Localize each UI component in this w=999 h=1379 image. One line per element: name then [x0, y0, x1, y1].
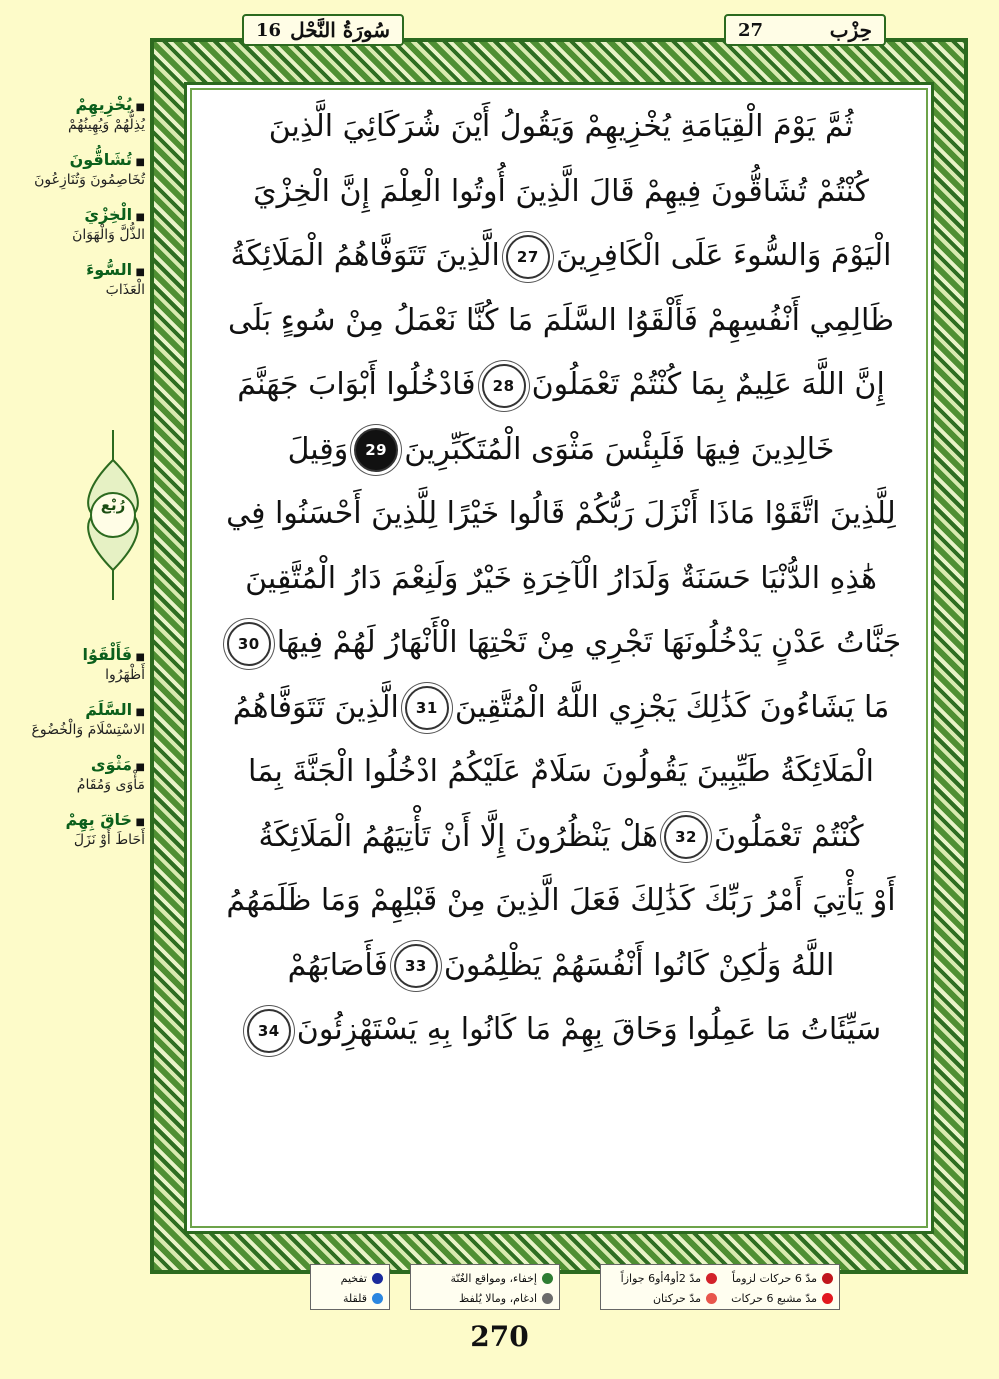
gloss-word: ■ حَاقَ بِهِمْ	[5, 810, 145, 829]
gloss-meaning: الذُّلَّ وَالْهَوَانَ	[72, 227, 145, 243]
verse-text: لِلَّذِينَ اتَّقَوْا مَاذَا أَنْزَلَ رَبُّكُمْ قَالُوا خَيْرًا لِلَّذِينَ أَحْسَنُوا فِي	[226, 496, 896, 531]
verse-line	[196, 676, 926, 741]
verse-text: هَلْ يَنْظُرُونَ إِلَّا أَنْ تَأْتِيَهُمُ الْمَلَائِكَةُ	[258, 818, 658, 854]
ayah-number-marker: 34	[247, 1009, 291, 1053]
verse-text: الَّذِينَ تَتَوَفَّاهُمُ	[232, 689, 399, 725]
gloss-meaning: مَأْوَى وَمُقَامُ	[76, 777, 145, 793]
verse-line	[196, 418, 926, 483]
gloss-word: ■ السَّلَمَ	[5, 700, 145, 719]
verse-text: الَّذِينَ تَتَوَفَّاهُمُ الْمَلَائِكَةُ	[230, 238, 500, 273]
verse-text: وَقِيلَ	[287, 431, 349, 467]
verse-line	[196, 224, 926, 289]
gloss-meaning: أَحَاطَ أَوْ نَزَلَ	[73, 832, 145, 848]
gloss-meaning: يُذِلُّهُمْ وَيُهِينُهُمْ	[67, 117, 145, 133]
legend-item: مدّ 2أو4أو6 جوازاً	[607, 1268, 717, 1288]
verse-text: كُنْتُمْ تُشَاقُّونَ فِيهِمْ قَالَ الَّذِينَ أُوتُوا الْعِلْمَ إِنَّ الْخِزْيَ	[253, 173, 869, 209]
verse-text: خَالِدِينَ فِيهَا فَلَبِئْسَ مَثْوَى الْمُتَكَبِّرِينَ	[404, 431, 835, 467]
gloss-meaning: الاسْتِسْلَامَ وَالْخُضُوعَ	[31, 722, 145, 738]
legend-item: قلقلة	[317, 1288, 383, 1308]
legend-ghunna	[410, 1264, 560, 1310]
legend-dot-icon	[706, 1293, 717, 1304]
legend-dot-icon	[706, 1273, 717, 1284]
verse-text: مَا يَشَاءُونَ كَذَٰلِكَ يَجْزِي اللَّهُ الْمُتَّقِينَ	[454, 689, 890, 725]
verse-text: الْيَوْمَ وَالسُّوءَ عَلَى الْكَافِرِينَ	[555, 238, 892, 273]
legend-dot-icon	[822, 1273, 833, 1284]
legend-item: إخفاء، ومواقع الغُنّة	[417, 1268, 553, 1288]
verse-line	[196, 805, 926, 870]
verse-text: الْمَلَائِكَةُ طَيِّبِينَ يَقُولُونَ سَلَامٌ عَلَيْكُمُ ادْخُلُوا الْجَنَّةَ بِمَا	[248, 754, 874, 789]
ayah-number-marker: 28	[482, 364, 526, 408]
hizb-label: حِزْب	[829, 18, 872, 42]
verse-line	[196, 611, 926, 676]
verse-line	[196, 160, 926, 225]
verse-line	[196, 934, 926, 999]
gloss-word: ■ فَأَلْقَوُا	[5, 645, 145, 664]
ayah-number-marker: 33	[394, 944, 438, 988]
verse-text: أَوْ يَأْتِيَ أَمْرُ رَبِّكَ كَذَٰلِكَ فَعَلَ الَّذِينَ مِنْ قَبْلِهِمْ وَمَا ظَلَمَهُمُ	[226, 883, 896, 918]
legend-dot-icon	[372, 1293, 383, 1304]
gloss-word: ■ تُشَاقُّونَ	[5, 150, 145, 169]
legend-tafkhim	[310, 1264, 390, 1310]
gloss-word: ■ السُّوءَ	[5, 260, 145, 279]
gloss-meaning: تُخَاصِمُونَ وَتُنَازِعُونَ	[34, 172, 145, 188]
surah-name: سُورَةُ النَّحْل	[290, 18, 390, 42]
verse-text: إِنَّ اللَّهَ عَلِيمٌ بِمَا كُنْتُمْ تَعْمَلُونَ	[531, 367, 885, 402]
legend-item: مدّ حركتان	[607, 1288, 717, 1308]
page-number: 270	[470, 1320, 529, 1353]
verse-text: ثُمَّ يَوْمَ الْقِيَامَةِ يُخْزِيهِمْ وَيَقُولُ أَيْنَ شُرَكَائِيَ الَّذِينَ	[268, 109, 854, 144]
verse-line	[196, 95, 926, 160]
legend-item: مدّ 6 حركات لزوماً	[723, 1268, 833, 1288]
verse-line	[196, 740, 926, 805]
verse-line	[196, 547, 926, 612]
verse-text: سَيِّئَاتُ مَا عَمِلُوا وَحَاقَ بِهِمْ مَا كَانُوا بِهِ يَسْتَهْزِئُونَ	[296, 1012, 882, 1047]
tajweed-legend	[310, 1264, 840, 1314]
verse-text: فَادْخُلُوا أَبْوَابَ جَهَنَّمَ	[237, 367, 476, 402]
verse-line	[196, 482, 926, 547]
verse-text: اللَّهُ وَلَٰكِنْ كَانُوا أَنْفُسَهُمْ يَظْلِمُونَ	[443, 947, 835, 983]
ayah-number-marker: 27	[506, 235, 550, 279]
surah-header	[242, 14, 404, 46]
gloss-meaning: أَظْهَرُوا	[105, 667, 145, 683]
ayah-number-marker: 29	[354, 428, 398, 472]
glossary-bottom	[5, 645, 145, 865]
legend-item: ادغام، ومالا يُلفظ	[417, 1288, 553, 1308]
rub-ornament-icon	[78, 430, 148, 600]
ayah-number-marker: 32	[664, 815, 708, 859]
quran-text	[196, 95, 926, 1063]
verse-line	[196, 289, 926, 354]
gloss-word: ■ الْخِزْيَ	[5, 205, 145, 224]
glossary-top	[5, 95, 145, 315]
verse-text: ظَالِمِي أَنْفُسِهِمْ فَأَلْقَوُا السَّلَمَ مَا كُنَّا نَعْمَلُ مِنْ سُوءٍ بَلَى	[227, 302, 895, 338]
legend-dot-icon	[372, 1273, 383, 1284]
verse-text: فَأَصَابَهُمْ	[287, 947, 388, 983]
verse-text: هَٰذِهِ الدُّنْيَا حَسَنَةٌ وَلَدَارُ الْآخِرَةِ خَيْرٌ وَلَنِعْمَ دَارُ الْمُتَّقِينَ	[245, 560, 877, 596]
legend-item: تفخيم	[317, 1268, 383, 1288]
verse-line	[196, 998, 926, 1063]
legend-item: مدّ مشبع 6 حركات	[723, 1288, 833, 1308]
ayah-number-marker: 30	[227, 622, 271, 666]
hizb-number: 27	[738, 19, 764, 41]
gloss-word: ■ يُخْزِيهِمْ	[5, 95, 145, 114]
hizb-header	[724, 14, 886, 46]
verse-line	[196, 869, 926, 934]
legend-dot-icon	[542, 1273, 553, 1284]
legend-dot-icon	[542, 1293, 553, 1304]
verse-line	[196, 353, 926, 418]
ayah-number-marker: 31	[405, 686, 449, 730]
verse-text: جَنَّاتُ عَدْنٍ يَدْخُلُونَهَا تَجْرِي مِنْ تَحْتِهَا الْأَنْهَارُ لَهُمْ فِيهَا	[276, 625, 902, 660]
rub-label: رُبْع	[100, 496, 126, 514]
legend-madd	[600, 1264, 840, 1310]
surah-number: 16	[256, 19, 282, 41]
gloss-meaning: الْعَذَابَ	[105, 282, 145, 298]
gloss-word: ■ مَثْوَى	[5, 755, 145, 774]
legend-dot-icon	[822, 1293, 833, 1304]
verse-text: كُنْتُمْ تَعْمَلُونَ	[714, 818, 864, 854]
rub-marker	[78, 430, 148, 600]
